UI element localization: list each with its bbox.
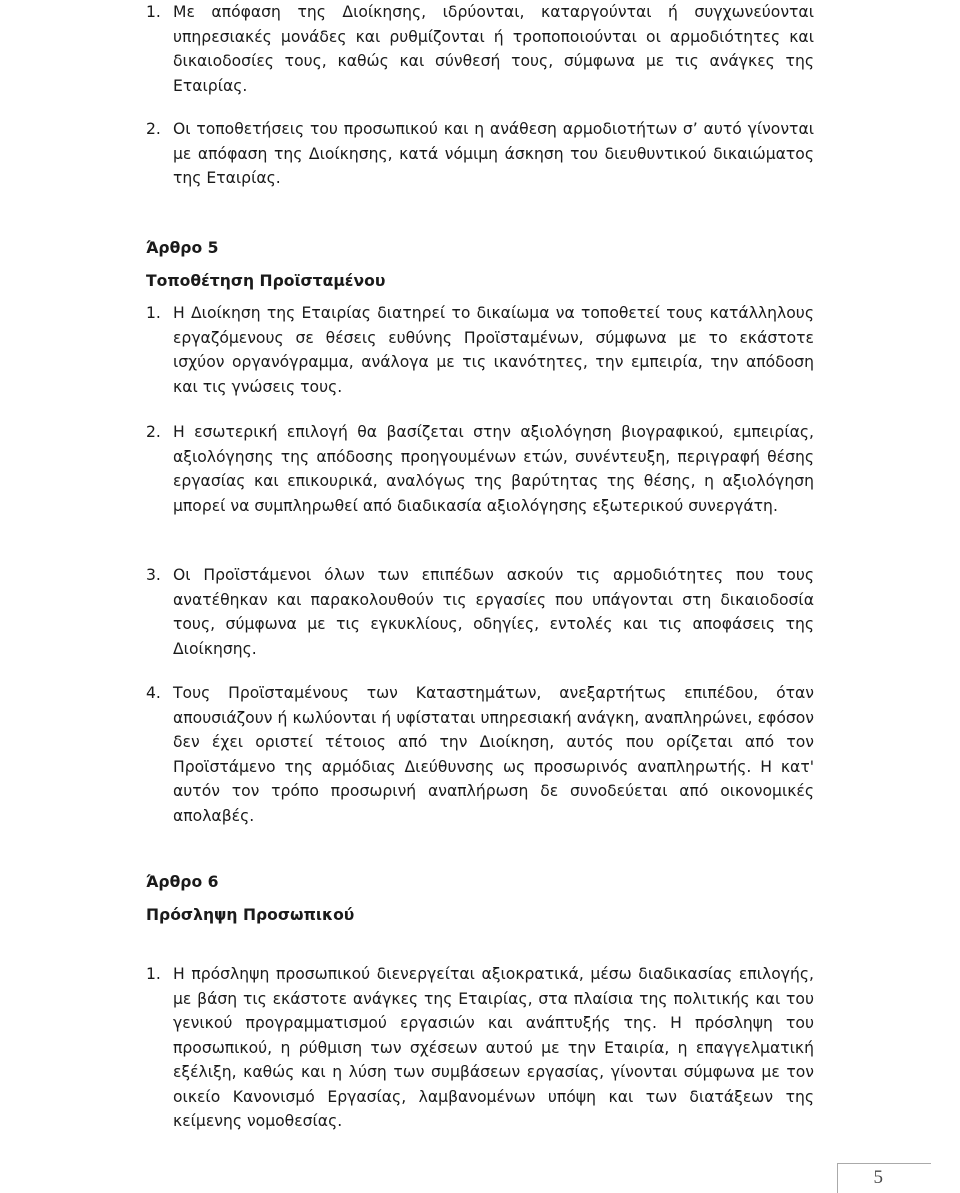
page-number: 5: [873, 1167, 883, 1188]
list-item: [146, 681, 814, 828]
item-text: Η Διοίκηση της Εταιρίας διατηρεί το δικαίωμα να τοποθετεί τους κατάλληλους εργαζόμενους σε θέσεις ευθύνης Προϊσταμένων, σύμφωνα με το εκάστοτε ισχύον οργανόγραμμα, ανάλογα με τις ικανότητες, την εμπειρία, την απόδοση και τις γνώσεις τους.: [173, 304, 814, 396]
item-text: Με απόφαση της Διοίκησης, ιδρύονται, καταργούνται ή συγχωνεύονται υπηρεσιακές μονάδες και ρυθμίζονται ή τροποποιούνται οι αρμοδιότητες και δικαιοδοσίες τους, καθώς και σύνθεσή τους, σύμφωνα με τις ανάγκες της Εταιρίας.: [173, 3, 814, 95]
item-text: Η εσωτερική επιλογή θα βασίζεται στην αξιολόγηση βιογραφικού, εμπειρίας, αξιολόγησης της απόδοσης προηγουμένων ετών, συνέντευξη, περιγραφή θέσης εργασίας και επικουρικά, αναλόγως της βαρύτητας της θέσης, η αξιολόγηση μπορεί να συμπληρωθεί από διαδικασία αξιολόγησης εξωτερικού συνεργάτη.: [173, 423, 814, 515]
article-5-heading: Άρθρο 5: [146, 239, 219, 257]
item-text: Η πρόσληψη προσωπικού διενεργείται αξιοκρατικά, μέσω διαδικασίας επιλογής, με βάση τις εκάστοτε ανάγκες της Εταιρίας, στα πλαίσια της πολιτικής και του γενικού προγραμματισμού εργασιών και ανάπτυξής της. Η πρόσληψη του προσωπικού, η ρύθμιση των σχέσεων αυτού με την Εταιρία, η επαγγελματική εξέλιξη, καθώς και η λύση των συμβάσεων εργασίας, γίνονται σύμφωνα με τον οικείο Κανονισμό Εργασίας, λαμβανομένων υπόψη και των διατάξεων της κείμενης νομοθεσίας.: [173, 965, 814, 1130]
item-number: 3.: [146, 566, 161, 584]
item-number: 2.: [146, 423, 161, 441]
item-text: Οι τοποθετήσεις του προσωπικού και η ανάθεση αρμοδιοτήτων σ’ αυτό γίνονται με απόφαση της Διοίκησης, κατά νόμιμη άσκηση του διευθυντικού δικαιώματος της Εταιρίας.: [173, 120, 814, 187]
list-item: [146, 0, 814, 98]
list-item: [146, 962, 814, 1134]
article-5-subheading: Τοποθέτηση Προϊσταμένου: [146, 272, 386, 290]
item-number: 1.: [146, 965, 161, 983]
article-6-heading: Άρθρο 6: [146, 873, 219, 891]
item-number: 1.: [146, 304, 161, 322]
article-6-subheading: Πρόσληψη Προσωπικού: [146, 906, 355, 924]
list-item: [146, 563, 814, 661]
list-item: [146, 420, 814, 518]
item-number: 1.: [146, 3, 161, 21]
list-item: [146, 301, 814, 399]
page-number-box: [837, 1163, 931, 1193]
list-item: [146, 117, 814, 191]
item-number: 2.: [146, 120, 161, 138]
item-number: 4.: [146, 684, 161, 702]
item-text: Τους Προϊσταμένους των Καταστημάτων, ανεξαρτήτως επιπέδου, όταν απουσιάζουν ή κωλύονται ή υφίσταται υπηρεσιακή ανάγκη, αναπληρώνει, εφόσον δεν έχει οριστεί τέτοιος από την Διοίκηση, αυτός που ορίζεται από τον Προϊστάμενο της αρμόδιας Διεύθυνσης ως προσωρινός αναπληρωτής. Η κατ' αυτόν τον τρόπο προσωρινή αναπλήρωση δε συνοδεύεται από οικονομικές απολαβές.: [173, 684, 814, 825]
item-text: Οι Προϊστάμενοι όλων των επιπέδων ασκούν τις αρμοδιότητες που τους ανατέθηκαν και παρακολουθούν τις εργασίες που υπάγονται στη δικαιοδοσία τους, σύμφωνα με τις εγκυκλίους, οδηγίες, εντολές και τις αποφάσεις της Διοίκησης.: [173, 566, 814, 658]
